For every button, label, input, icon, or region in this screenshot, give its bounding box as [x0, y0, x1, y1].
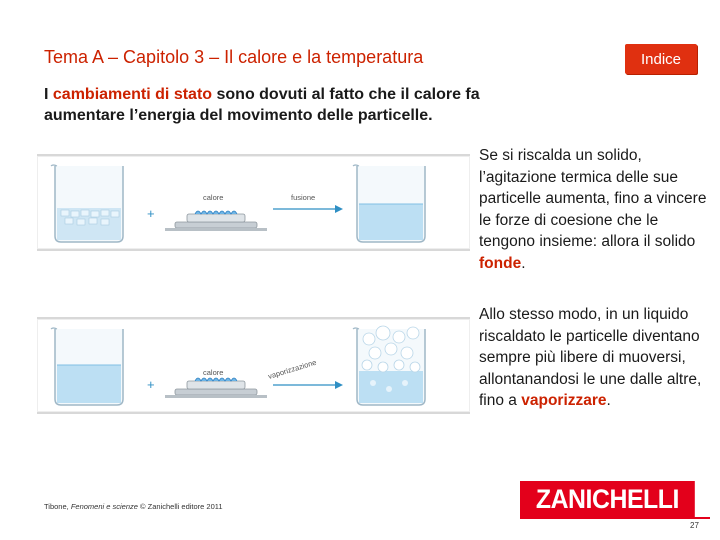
vaporization-illustration — [37, 317, 470, 414]
arrow-right-icon — [273, 205, 343, 213]
melting-paragraph-text: Se si riscalda un solido, l’agitazione termica delle sue particelle aumenta, fino a vincere le forze di coesione che le tengono insieme: allora il solido — [479, 147, 707, 250]
beaker-liquid-icon — [353, 165, 425, 242]
melting-highlight: fonde — [479, 254, 522, 272]
credit-book-title: Fenomeni e scienze — [70, 502, 138, 511]
vaporization-paragraph — [479, 304, 715, 412]
vaporization-paragraph-text: Allo stesso modo, in un liquido riscaldato le particelle diventano sempre più libere di muoversi, allontanandosi le une dalle altre, fino a — [479, 306, 702, 409]
page-number: 27 — [690, 521, 699, 530]
footer-credit — [44, 502, 223, 511]
melting-paragraph-end: . — [521, 254, 526, 272]
intro-text — [44, 84, 544, 126]
arrow-right-icon — [273, 381, 343, 389]
beaker-liquid-icon — [51, 328, 123, 405]
index-button[interactable]: Indice — [625, 44, 697, 74]
heat-label-2: calore — [203, 368, 224, 377]
heat-label-1: calore — [203, 193, 224, 202]
vaporization-highlight: vaporizzare — [521, 392, 607, 409]
intro-part1: I — [44, 86, 53, 103]
intro-part2: sono dovuti al fatto che il calore fa aumentare l’energia del movimento delle particelle. — [44, 86, 480, 124]
beaker-boiling-icon — [353, 326, 425, 405]
credit-suffix: © Zanichelli editore 2011 — [137, 502, 223, 511]
plus-sign-1: + — [147, 206, 155, 221]
process-label-2: vaporizzazione — [266, 357, 318, 381]
intro-highlight: cambiamenti di stato — [52, 86, 213, 103]
burner-icon — [165, 211, 267, 231]
beaker-solid-icon — [51, 165, 123, 242]
footer-divider — [520, 517, 710, 519]
zanichelli-logo: ZANICHELLI — [520, 481, 695, 517]
plus-sign-2: + — [147, 377, 155, 392]
melting-illustration — [37, 154, 470, 251]
vaporization-paragraph-end: . — [606, 392, 611, 409]
melting-diagram — [37, 156, 470, 249]
header — [0, 0, 720, 76]
vaporization-diagram — [37, 319, 470, 412]
page-title: Tema A – Capitolo 3 – Il calore e la temperatura — [44, 47, 424, 67]
melting-paragraph — [479, 145, 715, 274]
burner-icon — [165, 378, 267, 398]
credit-prefix: Tibone, — [44, 502, 71, 511]
process-label-1: fusione — [291, 193, 316, 202]
